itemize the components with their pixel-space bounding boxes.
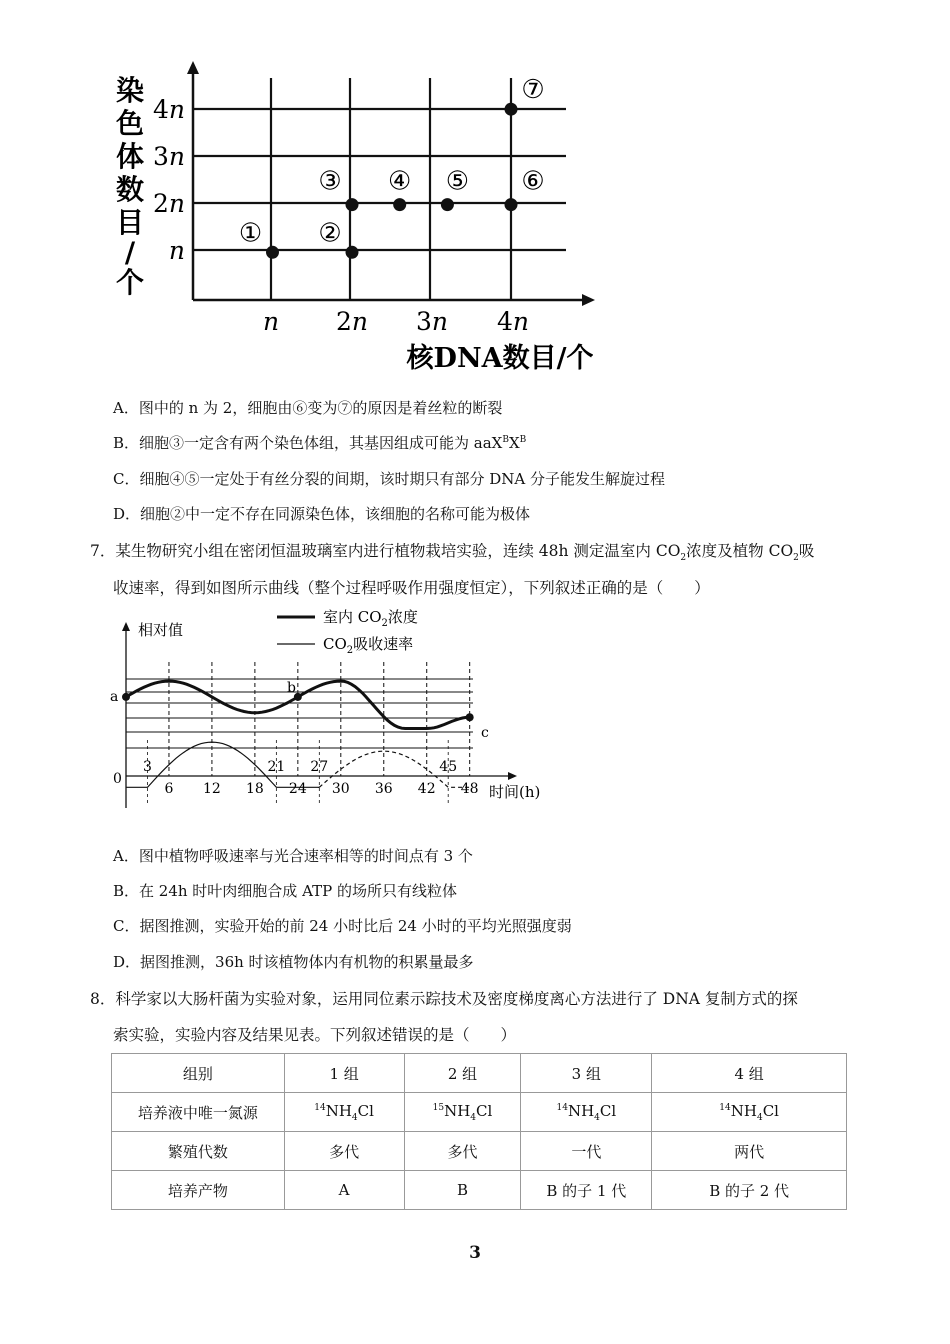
y-tick-label: 4n xyxy=(152,95,185,124)
y-axis-label: 相对值 xyxy=(138,621,184,639)
table-cell: 一代 xyxy=(521,1132,652,1171)
table-header-row xyxy=(112,1054,847,1093)
x-tick-label: n xyxy=(262,307,280,336)
q6-option-b[interactable] xyxy=(113,432,526,453)
table-cell: 培养液中唯一氮源 xyxy=(112,1093,285,1132)
legend-label-co2-concentration: 室内 $CO_2$浓度 xyxy=(323,608,418,629)
x-tick-label: 6 xyxy=(164,781,174,797)
table-cell: A xyxy=(284,1171,404,1210)
ylabel-char: 目 xyxy=(115,206,145,239)
y-tick-label: 3n xyxy=(152,142,185,171)
x-tick-label-above: 45 xyxy=(439,759,458,775)
table-cell: 繁殖代数 xyxy=(112,1132,285,1171)
chart1-points xyxy=(239,75,545,259)
table-cell: 两代 xyxy=(652,1132,847,1171)
q6-option-a[interactable]: A．图中的 n 为 2，细胞由⑥变为⑦的原因是着丝粒的断裂 xyxy=(113,399,503,417)
table-cell: $^{14}NH_4Cl$ xyxy=(652,1093,847,1132)
q7-stem-part: 7．某生物研究小组在密闭恒温玻璃室内进行植物栽培实验，连续 48h 测定温室内 CO xyxy=(90,542,681,560)
data-point xyxy=(505,103,518,116)
chromosome-dna-chart xyxy=(100,55,620,385)
table-header-cell: 1 组 xyxy=(284,1054,404,1093)
x-tick-label: 12 xyxy=(203,781,221,797)
q7-option-b[interactable]: B．在 24h 时叶肉细胞合成 ATP 的场所只有线粒体 xyxy=(113,882,457,900)
point-label-a: a xyxy=(110,689,119,705)
q8-stem-line2: 索实验，实验内容及结果见表。下列叙述错误的是（ ） xyxy=(113,1026,517,1044)
ylabel-char: 色 xyxy=(115,107,145,140)
x-tick-label: 42 xyxy=(417,781,436,797)
data-point xyxy=(346,198,359,211)
x-tick-label-above: 21 xyxy=(267,759,286,775)
q7-stem-part: 吸 xyxy=(798,542,815,560)
data-point xyxy=(393,198,406,211)
superscript: B xyxy=(519,435,527,445)
q7-stem-line1 xyxy=(90,539,814,563)
table-header-cell: 2 组 xyxy=(404,1054,521,1093)
q7-option-c[interactable]: C．据图推测，实验开始的前 24 小时比后 24 小时的平均光照强度弱 xyxy=(113,917,572,935)
table-cell: 培养产物 xyxy=(112,1171,285,1210)
superscript: B xyxy=(502,435,509,445)
chart2-reference-lines xyxy=(126,679,473,748)
ylabel-char: 染 xyxy=(115,74,145,107)
q7-option-a[interactable]: A．图中植物呼吸速率与光合速率相等的时间点有 3 个 xyxy=(113,847,473,865)
table-cell: 多代 xyxy=(284,1132,404,1171)
y-tick-label: 2n xyxy=(152,189,185,218)
q6-option-c[interactable]: C．细胞④⑤一定处于有丝分裂的间期，该时期只有部分 DNA 分子能发生解旋过程 xyxy=(113,470,666,488)
x-axis-arrow xyxy=(582,294,595,306)
x-axis-label: 核DNA数目/个 xyxy=(406,343,594,374)
q6-option-b-text: B．细胞③一定含有两个染色体组，其基因组成可能为 aaX xyxy=(113,434,503,452)
x-tick-label: 18 xyxy=(245,781,264,797)
point-label-c: c xyxy=(481,725,489,741)
x-tick-label: 36 xyxy=(374,781,393,797)
point-label: ⑥ xyxy=(521,166,545,197)
table-row xyxy=(112,1093,847,1132)
table-cell: B 的子 2 代 xyxy=(652,1171,847,1210)
y-tick-label: n xyxy=(168,236,185,265)
co2-curve-chart xyxy=(105,600,575,815)
x-tick-label-above: 3 xyxy=(143,759,152,775)
q8-stem-line1: 8．科学家以大肠杆菌为实验对象，运用同位素示踪技术及密度梯度离心方法进行了 DNA 复制方式的探 xyxy=(90,990,798,1008)
table-cell: B xyxy=(404,1171,521,1210)
x-tick-label-above: 27 xyxy=(310,759,329,775)
ylabel-char: / xyxy=(124,236,136,269)
marked-point xyxy=(122,693,130,701)
origin-label: 0 xyxy=(113,771,122,787)
marked-point xyxy=(466,713,474,721)
y-axis-arrow xyxy=(122,622,130,631)
table-cell: $^{15}NH_4Cl$ xyxy=(404,1093,521,1132)
x-tick-label: 48 xyxy=(460,781,479,797)
data-point xyxy=(505,198,518,211)
table-cell: $^{14}NH_4Cl$ xyxy=(284,1093,404,1132)
x-tick-label: 30 xyxy=(331,781,350,797)
ylabel-char: 数 xyxy=(115,173,145,206)
point-label: ⑦ xyxy=(521,75,545,106)
x-axis-label: 时间(h) xyxy=(489,783,541,801)
table-row xyxy=(112,1171,847,1210)
x-tick-label: 24 xyxy=(288,781,307,797)
table-row xyxy=(112,1132,847,1171)
page-number: 3 xyxy=(469,1243,481,1263)
table-cell: $^{14}NH_4Cl$ xyxy=(521,1093,652,1132)
q7-option-d[interactable]: D．据图推测，36h 时该植物体内有机物的积累量最多 xyxy=(113,953,474,971)
subscript: 2 xyxy=(680,553,687,564)
data-point xyxy=(441,198,454,211)
point-label: ② xyxy=(318,218,342,249)
legend-label-co2-absorption: $CO_2$吸收速率 xyxy=(323,635,414,656)
point-label: ③ xyxy=(318,166,342,197)
x-tick-label: 2n xyxy=(335,307,369,336)
point-label-b: b xyxy=(287,680,296,696)
data-point xyxy=(346,246,359,259)
q6-option-d[interactable]: D．细胞②中一定不存在同源染色体，该细胞的名称可能为极体 xyxy=(113,505,531,523)
q6-option-b-x: X xyxy=(508,434,520,452)
q8-table xyxy=(111,1053,847,1210)
table-header-cell: 4 组 xyxy=(652,1054,847,1093)
point-label: ① xyxy=(238,218,263,249)
q7-stem-part: 浓度及植物 CO xyxy=(686,542,794,560)
x-tick-label: 4n xyxy=(496,307,530,336)
x-tick-label: 3n xyxy=(415,307,449,336)
ylabel-char: 个 xyxy=(115,266,145,299)
q7-stem-line2: 收速率，得到如图所示曲线（整个过程呼吸作用强度恒定），下列叙述正确的是（ ） xyxy=(113,579,710,597)
table-header-cell: 3 组 xyxy=(521,1054,652,1093)
table-cell: 多代 xyxy=(404,1132,521,1171)
table-cell: B 的子 1 代 xyxy=(521,1171,652,1210)
chart2-dynamic xyxy=(122,662,479,805)
y-axis-arrow xyxy=(187,61,199,74)
table-header-cell: 组别 xyxy=(112,1054,285,1093)
chart1-ylabel xyxy=(116,74,144,299)
subscript: 2 xyxy=(793,553,799,564)
x-axis-arrow xyxy=(508,772,517,780)
data-point xyxy=(266,246,279,259)
point-label: ④ xyxy=(388,166,412,197)
point-label: ⑤ xyxy=(445,166,470,197)
ylabel-char: 体 xyxy=(115,140,145,173)
